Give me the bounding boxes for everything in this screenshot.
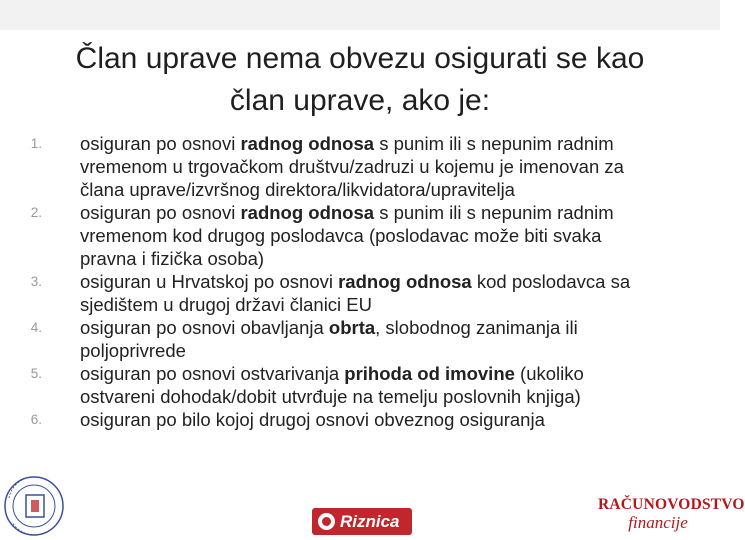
list-item	[18, 408, 698, 431]
list-item-line	[80, 270, 698, 293]
racunovodstvo-logo-subtitle: financije	[628, 513, 688, 532]
list-item-text: pravna i fizička osoba)	[80, 248, 265, 269]
condition-list	[18, 132, 698, 431]
emphasized-term: radnog odnosa	[240, 133, 375, 154]
list-item-text: ostvareni dohodak/dobit utvrđuje na temelju poslovnih knjiga)	[80, 386, 581, 407]
list-item-text: člana uprave/izvršnog direktora/likvidatora/upravitelja	[80, 179, 515, 200]
list-item-text: osiguran po osnovi	[80, 202, 241, 223]
list-item-line	[80, 316, 698, 339]
slide-title-line-2: član uprave, ako je:	[229, 84, 491, 117]
list-item-text: sjedištem u drugoj državi članici EU	[80, 294, 373, 315]
list-item-text: osiguran po osnovi ostvarivanja	[80, 363, 345, 384]
riznica-logo-text: Riznica	[340, 511, 400, 531]
racunovodstvo-logo	[598, 496, 745, 538]
list-item-line	[80, 201, 698, 224]
list-item-line	[80, 247, 698, 270]
list-item-text: s punim ili s nepunim radnim	[374, 202, 614, 223]
emphasized-term: radnog odnosa	[338, 271, 472, 292]
slide-title-line-1: Član uprave nema obvezu osigurati se kao	[75, 42, 645, 75]
list-item	[18, 201, 698, 270]
list-item-text: osiguran po osnovi obavljanja	[80, 317, 329, 338]
list-item-line	[80, 178, 698, 201]
list-item-text: osiguran po osnovi	[80, 133, 241, 154]
list-item	[18, 132, 698, 201]
list-item-text: osiguran po bilo kojoj drugoj osnovi obveznog osiguranja	[80, 409, 545, 430]
list-item-text: s punim ili s nepunim radnim	[374, 133, 614, 154]
list-item-line	[80, 224, 698, 247]
list-item-line	[80, 408, 698, 431]
racunovodstvo-logo-title: RAČUNOVODSTVO	[598, 496, 745, 513]
list-item-text: vremenom u trgovačkom društvu/zadruzi u kojemu je imenovan za	[80, 156, 624, 177]
list-item-line	[80, 339, 698, 362]
list-item-number: 1.	[30, 136, 42, 151]
list-item-line	[80, 362, 698, 385]
emphasized-term: obrta	[328, 317, 376, 338]
list-item-text: kod poslodavca sa	[471, 271, 631, 292]
riznica-logo	[312, 508, 412, 535]
slide-title	[40, 38, 680, 122]
list-item	[18, 362, 698, 408]
list-item-number: 4.	[30, 320, 42, 335]
list-item-text: (ukoliko	[514, 363, 584, 384]
list-item-line	[80, 132, 698, 155]
riznica-emblem-icon	[318, 513, 335, 530]
list-item-line	[80, 155, 698, 178]
list-item-line	[80, 293, 698, 316]
list-item	[18, 316, 698, 362]
list-item-text: , slobodnog zanimanja ili	[375, 317, 578, 338]
emphasized-term: radnog odnosa	[240, 202, 375, 223]
list-item-line	[80, 385, 698, 408]
seal-logo	[0, 470, 76, 538]
list-item-number: 3.	[30, 274, 42, 289]
list-item-text: poljoprivrede	[80, 340, 186, 361]
list-item-text: vremenom kod drugog poslodavca (poslodavac može biti svaka	[80, 225, 602, 246]
list-item-number: 5.	[30, 366, 42, 381]
list-item-number: 6.	[30, 412, 42, 427]
emphasized-term: prihoda od imovine	[344, 363, 515, 384]
list-item	[18, 270, 698, 316]
list-item-text: osiguran u Hrvatskoj po osnovi	[80, 271, 339, 292]
list-item-number: 2.	[30, 205, 42, 220]
top-band	[0, 0, 720, 30]
